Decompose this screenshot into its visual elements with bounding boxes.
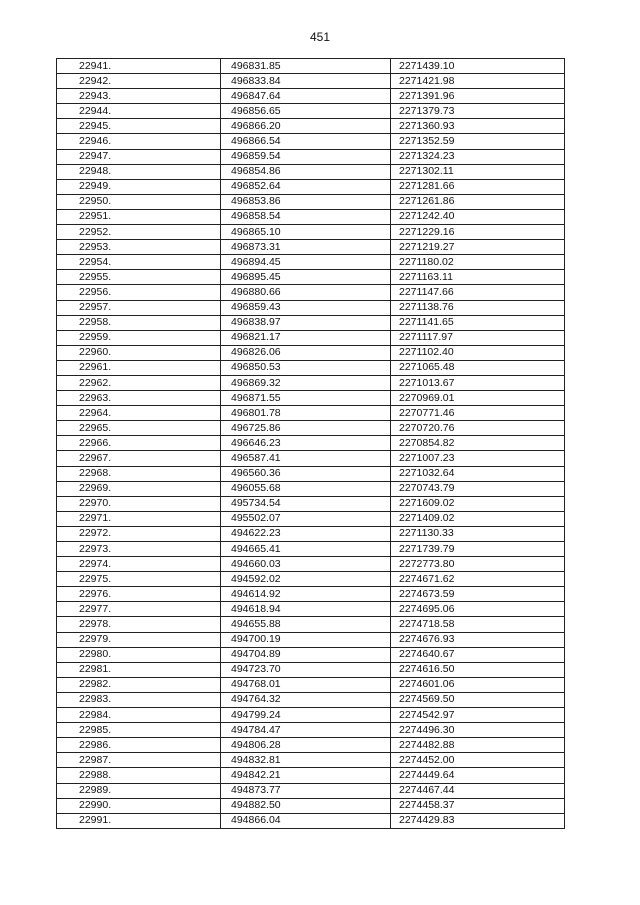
x-coordinate-cell: 496880.66 <box>221 285 391 300</box>
y-coordinate-cell: 2271147.66 <box>391 285 565 300</box>
x-coordinate-cell: 496826.06 <box>221 345 391 360</box>
x-coordinate-cell: 494655.88 <box>221 617 391 632</box>
x-coordinate-cell: 496869.32 <box>221 375 391 390</box>
point-number-cell: 22957. <box>57 300 221 315</box>
y-coordinate-cell: 2274449.64 <box>391 768 565 783</box>
x-coordinate-cell: 494799.24 <box>221 708 391 723</box>
table-row <box>57 798 565 813</box>
table-row <box>57 89 565 104</box>
point-number-cell: 22958. <box>57 315 221 330</box>
y-coordinate-cell: 2271739.79 <box>391 542 565 557</box>
table-row <box>57 285 565 300</box>
x-coordinate-cell: 496856.65 <box>221 104 391 119</box>
point-number-cell: 22977. <box>57 602 221 617</box>
x-coordinate-cell: 496821.17 <box>221 330 391 345</box>
y-coordinate-cell: 2270743.79 <box>391 481 565 496</box>
x-coordinate-cell: 496838.97 <box>221 315 391 330</box>
y-coordinate-cell: 2270969.01 <box>391 391 565 406</box>
x-coordinate-cell: 496833.84 <box>221 74 391 89</box>
point-number-cell: 22974. <box>57 557 221 572</box>
y-coordinate-cell: 2272773.80 <box>391 557 565 572</box>
x-coordinate-cell: 495502.07 <box>221 511 391 526</box>
point-number-cell: 22976. <box>57 587 221 602</box>
point-number-cell: 22951. <box>57 209 221 224</box>
y-coordinate-cell: 2271032.64 <box>391 466 565 481</box>
x-coordinate-cell: 494784.47 <box>221 723 391 738</box>
table-row <box>57 677 565 692</box>
x-coordinate-cell: 496646.23 <box>221 436 391 451</box>
y-coordinate-cell: 2271117.97 <box>391 330 565 345</box>
point-number-cell: 22965. <box>57 421 221 436</box>
x-coordinate-cell: 496858.54 <box>221 209 391 224</box>
point-number-cell: 22971. <box>57 511 221 526</box>
table-row <box>57 768 565 783</box>
point-number-cell: 22945. <box>57 119 221 134</box>
x-coordinate-cell: 496853.86 <box>221 194 391 209</box>
x-coordinate-cell: 496587.41 <box>221 451 391 466</box>
y-coordinate-cell: 2271007.23 <box>391 451 565 466</box>
x-coordinate-cell: 496895.45 <box>221 270 391 285</box>
point-number-cell: 22975. <box>57 572 221 587</box>
point-number-cell: 22981. <box>57 662 221 677</box>
x-coordinate-cell: 496850.53 <box>221 360 391 375</box>
table-row <box>57 526 565 541</box>
point-number-cell: 22941. <box>57 59 221 74</box>
x-coordinate-cell: 496725.86 <box>221 421 391 436</box>
y-coordinate-cell: 2271229.16 <box>391 225 565 240</box>
table-row <box>57 345 565 360</box>
point-number-cell: 22966. <box>57 436 221 451</box>
x-coordinate-cell: 496560.36 <box>221 466 391 481</box>
x-coordinate-cell: 496847.64 <box>221 89 391 104</box>
table-row <box>57 225 565 240</box>
y-coordinate-cell: 2274569.50 <box>391 692 565 707</box>
x-coordinate-cell: 494614.92 <box>221 587 391 602</box>
x-coordinate-cell: 496865.10 <box>221 225 391 240</box>
table-row <box>57 119 565 134</box>
table-row <box>57 572 565 587</box>
y-coordinate-cell: 2274695.06 <box>391 602 565 617</box>
table-row <box>57 255 565 270</box>
y-coordinate-cell: 2274601.06 <box>391 677 565 692</box>
table-row <box>57 421 565 436</box>
point-number-cell: 22982. <box>57 677 221 692</box>
point-number-cell: 22986. <box>57 738 221 753</box>
x-coordinate-cell: 494842.21 <box>221 768 391 783</box>
x-coordinate-cell: 496859.43 <box>221 300 391 315</box>
x-coordinate-cell: 496873.31 <box>221 240 391 255</box>
point-number-cell: 22943. <box>57 89 221 104</box>
point-number-cell: 22944. <box>57 104 221 119</box>
table-row <box>57 149 565 164</box>
table-row <box>57 723 565 738</box>
y-coordinate-cell: 2271138.76 <box>391 300 565 315</box>
point-number-cell: 22985. <box>57 723 221 738</box>
table-row <box>57 511 565 526</box>
table-row <box>57 542 565 557</box>
y-coordinate-cell: 2274640.67 <box>391 647 565 662</box>
point-number-cell: 22984. <box>57 708 221 723</box>
point-number-cell: 22980. <box>57 647 221 662</box>
table-row <box>57 632 565 647</box>
table-row <box>57 587 565 602</box>
x-coordinate-cell: 494806.28 <box>221 738 391 753</box>
y-coordinate-cell: 2274671.62 <box>391 572 565 587</box>
point-number-cell: 22952. <box>57 225 221 240</box>
point-number-cell: 22964. <box>57 406 221 421</box>
table-row <box>57 753 565 768</box>
point-number-cell: 22942. <box>57 74 221 89</box>
x-coordinate-cell: 494764.32 <box>221 692 391 707</box>
point-number-cell: 22990. <box>57 798 221 813</box>
point-number-cell: 22955. <box>57 270 221 285</box>
y-coordinate-cell: 2271379.73 <box>391 104 565 119</box>
point-number-cell: 22950. <box>57 194 221 209</box>
y-coordinate-cell: 2274673.59 <box>391 587 565 602</box>
table-row <box>57 134 565 149</box>
point-number-cell: 22968. <box>57 466 221 481</box>
table-row <box>57 813 565 828</box>
y-coordinate-cell: 2271219.27 <box>391 240 565 255</box>
table-row <box>57 375 565 390</box>
y-coordinate-cell: 2271324.23 <box>391 149 565 164</box>
point-number-cell: 22946. <box>57 134 221 149</box>
x-coordinate-cell: 496859.54 <box>221 149 391 164</box>
point-number-cell: 22947. <box>57 149 221 164</box>
point-number-cell: 22989. <box>57 783 221 798</box>
table-row <box>57 194 565 209</box>
point-number-cell: 22959. <box>57 330 221 345</box>
y-coordinate-cell: 2271242.40 <box>391 209 565 224</box>
table-row <box>57 436 565 451</box>
x-coordinate-cell: 496852.64 <box>221 179 391 194</box>
y-coordinate-cell: 2271391.96 <box>391 89 565 104</box>
x-coordinate-cell: 494723.70 <box>221 662 391 677</box>
point-number-cell: 22970. <box>57 496 221 511</box>
table-row <box>57 692 565 707</box>
point-number-cell: 22949. <box>57 179 221 194</box>
x-coordinate-cell: 496055.68 <box>221 481 391 496</box>
table-row <box>57 662 565 677</box>
y-coordinate-cell: 2271102.40 <box>391 345 565 360</box>
x-coordinate-cell: 494873.77 <box>221 783 391 798</box>
y-coordinate-cell: 2270854.82 <box>391 436 565 451</box>
x-coordinate-cell: 494660.03 <box>221 557 391 572</box>
point-number-cell: 22969. <box>57 481 221 496</box>
y-coordinate-cell: 2271421.98 <box>391 74 565 89</box>
table-row <box>57 164 565 179</box>
point-number-cell: 22987. <box>57 753 221 768</box>
x-coordinate-cell: 494622.23 <box>221 526 391 541</box>
table-row <box>57 74 565 89</box>
y-coordinate-cell: 2271352.59 <box>391 134 565 149</box>
table-row <box>57 783 565 798</box>
table-row <box>57 466 565 481</box>
y-coordinate-cell: 2271302.11 <box>391 164 565 179</box>
point-number-cell: 22991. <box>57 813 221 828</box>
table-row <box>57 647 565 662</box>
point-number-cell: 22979. <box>57 632 221 647</box>
y-coordinate-cell: 2271281.66 <box>391 179 565 194</box>
point-number-cell: 22956. <box>57 285 221 300</box>
page-number: 451 <box>309 30 331 44</box>
y-coordinate-cell: 2274467.44 <box>391 783 565 798</box>
x-coordinate-cell: 494882.50 <box>221 798 391 813</box>
x-coordinate-cell: 496866.20 <box>221 119 391 134</box>
table-row <box>57 315 565 330</box>
x-coordinate-cell: 494618.94 <box>221 602 391 617</box>
table-row <box>57 708 565 723</box>
table-row <box>57 270 565 285</box>
y-coordinate-cell: 2274429.83 <box>391 813 565 828</box>
y-coordinate-cell: 2271130.33 <box>391 526 565 541</box>
y-coordinate-cell: 2271609.02 <box>391 496 565 511</box>
table-row <box>57 179 565 194</box>
y-coordinate-cell: 2270771.46 <box>391 406 565 421</box>
y-coordinate-cell: 2274452.00 <box>391 753 565 768</box>
coordinate-table-body <box>57 59 565 829</box>
y-coordinate-cell: 2274616.50 <box>391 662 565 677</box>
table-row <box>57 240 565 255</box>
point-number-cell: 22960. <box>57 345 221 360</box>
y-coordinate-cell: 2271065.48 <box>391 360 565 375</box>
table-row <box>57 496 565 511</box>
table-row <box>57 360 565 375</box>
y-coordinate-cell: 2274482.88 <box>391 738 565 753</box>
y-coordinate-cell: 2274496.30 <box>391 723 565 738</box>
point-number-cell: 22962. <box>57 375 221 390</box>
x-coordinate-cell: 494832.81 <box>221 753 391 768</box>
y-coordinate-cell: 2271141.65 <box>391 315 565 330</box>
x-coordinate-cell: 494704.89 <box>221 647 391 662</box>
y-coordinate-cell: 2274458.37 <box>391 798 565 813</box>
point-number-cell: 22967. <box>57 451 221 466</box>
coordinate-table <box>56 58 565 829</box>
table-row <box>57 738 565 753</box>
y-coordinate-cell: 2271013.67 <box>391 375 565 390</box>
y-coordinate-cell: 2274676.93 <box>391 632 565 647</box>
y-coordinate-cell: 2271261.86 <box>391 194 565 209</box>
x-coordinate-cell: 496894.45 <box>221 255 391 270</box>
point-number-cell: 22972. <box>57 526 221 541</box>
y-coordinate-cell: 2274718.58 <box>391 617 565 632</box>
point-number-cell: 22978. <box>57 617 221 632</box>
point-number-cell: 22983. <box>57 692 221 707</box>
point-number-cell: 22954. <box>57 255 221 270</box>
y-coordinate-cell: 2271360.93 <box>391 119 565 134</box>
point-number-cell: 22948. <box>57 164 221 179</box>
table-row <box>57 602 565 617</box>
x-coordinate-cell: 494592.02 <box>221 572 391 587</box>
table-row <box>57 59 565 74</box>
x-coordinate-cell: 494665.41 <box>221 542 391 557</box>
y-coordinate-cell: 2271409.02 <box>391 511 565 526</box>
y-coordinate-cell: 2271163.11 <box>391 270 565 285</box>
table-row <box>57 300 565 315</box>
point-number-cell: 22988. <box>57 768 221 783</box>
x-coordinate-cell: 495734.54 <box>221 496 391 511</box>
y-coordinate-cell: 2271180.02 <box>391 255 565 270</box>
x-coordinate-cell: 496871.55 <box>221 391 391 406</box>
x-coordinate-cell: 496854.86 <box>221 164 391 179</box>
table-row <box>57 406 565 421</box>
table-row <box>57 451 565 466</box>
point-number-cell: 22973. <box>57 542 221 557</box>
y-coordinate-cell: 2274542.97 <box>391 708 565 723</box>
y-coordinate-cell: 2270720.76 <box>391 421 565 436</box>
table-row <box>57 557 565 572</box>
x-coordinate-cell: 496801.78 <box>221 406 391 421</box>
x-coordinate-cell: 496866.54 <box>221 134 391 149</box>
table-row <box>57 330 565 345</box>
point-number-cell: 22963. <box>57 391 221 406</box>
table-row <box>57 104 565 119</box>
table-row <box>57 209 565 224</box>
table-row <box>57 391 565 406</box>
x-coordinate-cell: 494700.19 <box>221 632 391 647</box>
y-coordinate-cell: 2271439.10 <box>391 59 565 74</box>
x-coordinate-cell: 494866.04 <box>221 813 391 828</box>
table-row <box>57 481 565 496</box>
x-coordinate-cell: 494768.01 <box>221 677 391 692</box>
point-number-cell: 22953. <box>57 240 221 255</box>
x-coordinate-cell: 496831.85 <box>221 59 391 74</box>
point-number-cell: 22961. <box>57 360 221 375</box>
table-row <box>57 617 565 632</box>
